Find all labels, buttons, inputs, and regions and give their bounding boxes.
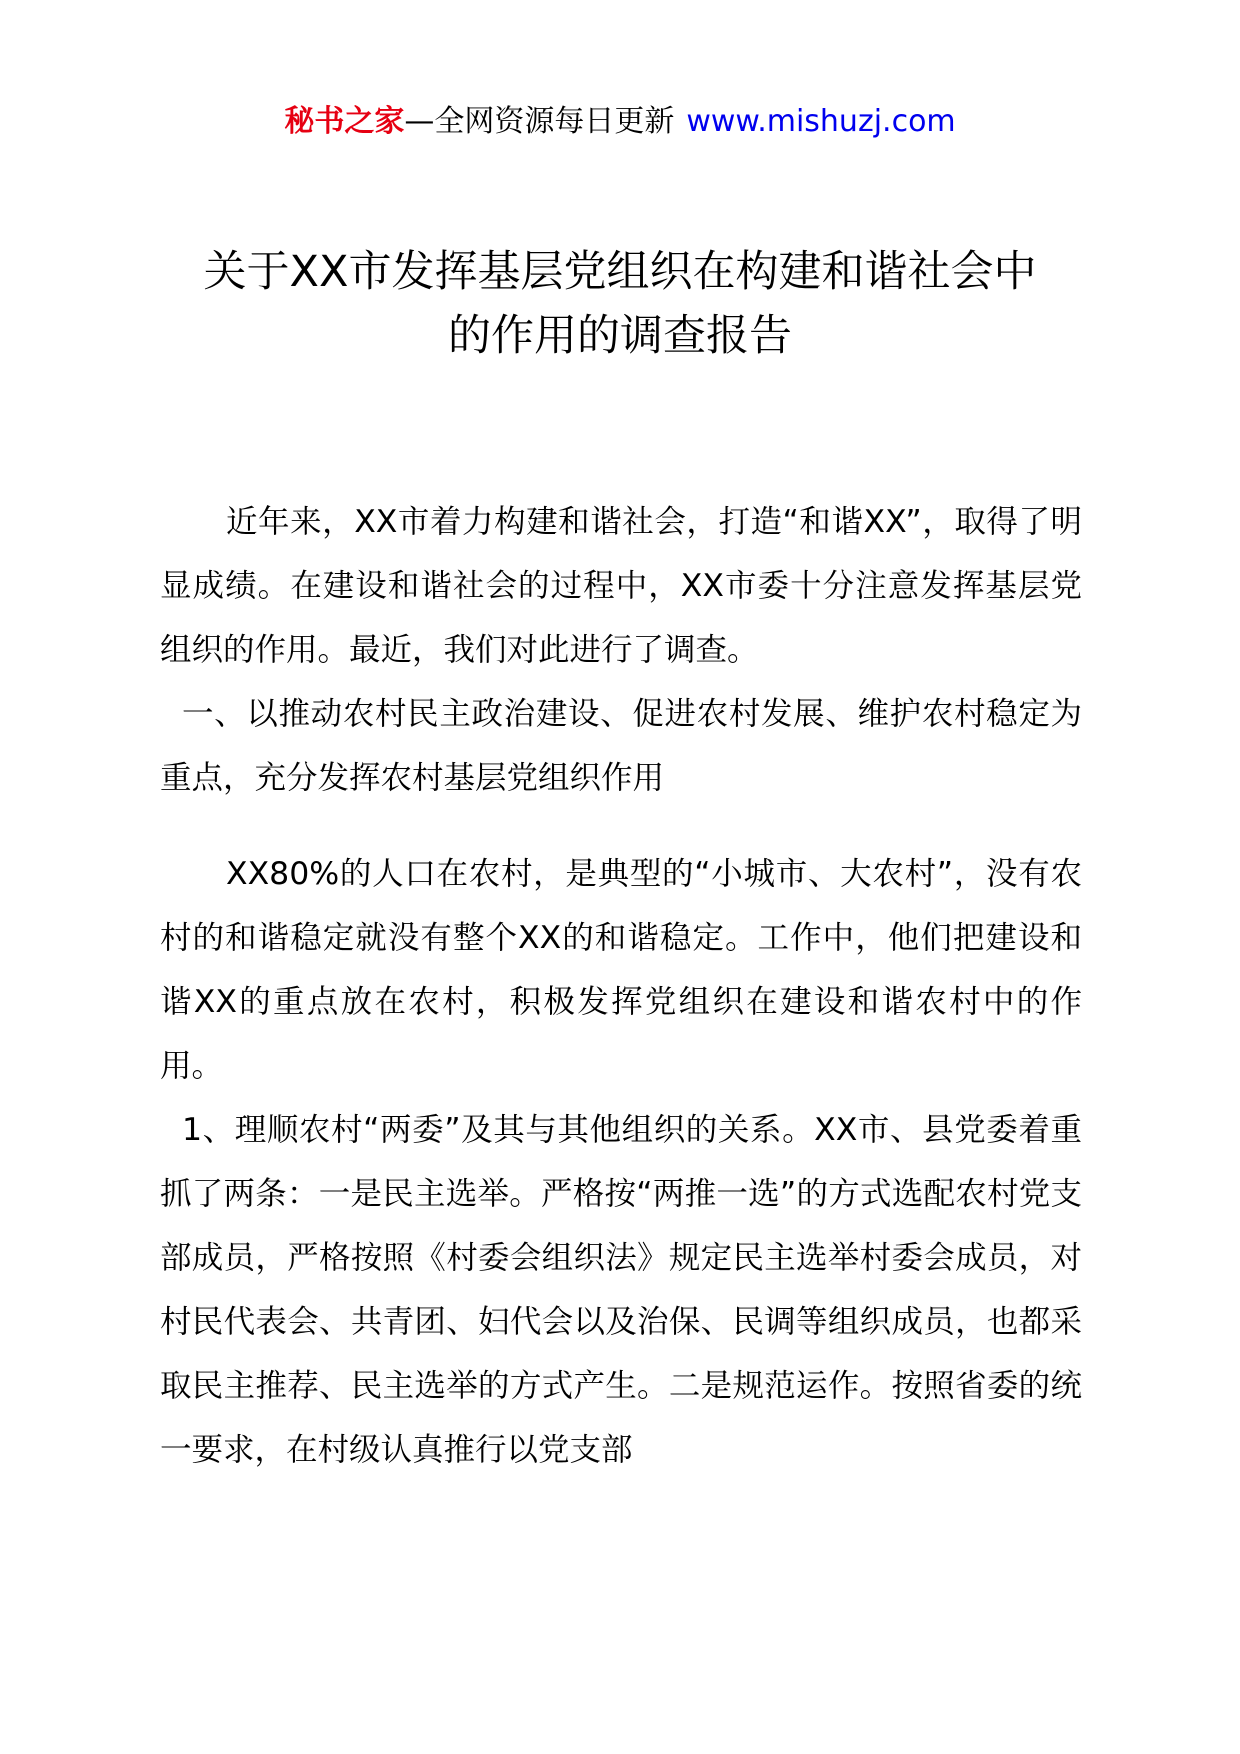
document-title-line-1: 关于XX市发挥基层党组织在构建和谐社会中	[203, 247, 1037, 297]
subsection-1-paragraph: 1、理顺农村“两委”及其与其他组织的关系。XX市、县党委着重抓了两条：一是民主选举。严格按“两推一选”的方式选配农村党支部成员，严格按照《村委会组织法》规定民主选举村委会成员，对村民代表会、共青团、妇代会以及治保、民调等组织成员，也都采取民主推荐、民主选举的方式产生。二是规范运作。按照省委的统一要求，在村级认真推行以党支部	[160, 1112, 1082, 1468]
site-header	[0, 100, 1240, 144]
section-1-paragraph: XX80%的人口在农村，是典型的“小城市、大农村”，没有农村的和谐稳定就没有整个XX的和谐稳定。工作中，他们把建设和谐XX的重点放在农村，积极发挥党组织在建设和谐农村中的作用。	[160, 856, 1082, 1084]
intro-paragraph: 近年来，XX市着力构建和谐社会，打造“和谐XX”，取得了明显成绩。在建设和谐社会的过程中，XX市委十分注意发挥基层党组织的作用。最近，我们对此进行了调查。	[160, 504, 1082, 668]
site-name: 秘书之家	[284, 104, 405, 139]
document-title	[150, 240, 1090, 368]
site-slogan: —全网资源每日更新	[404, 104, 675, 139]
site-url-link[interactable]: www.mishuzj.com	[686, 104, 956, 139]
document-title-line-2: 的作用的调查报告	[448, 311, 792, 361]
section-heading-1: 一、以推动农村民主政治建设、促进农村发展、维护农村稳定为重点，充分发挥农村基层党组织作用	[160, 696, 1082, 796]
